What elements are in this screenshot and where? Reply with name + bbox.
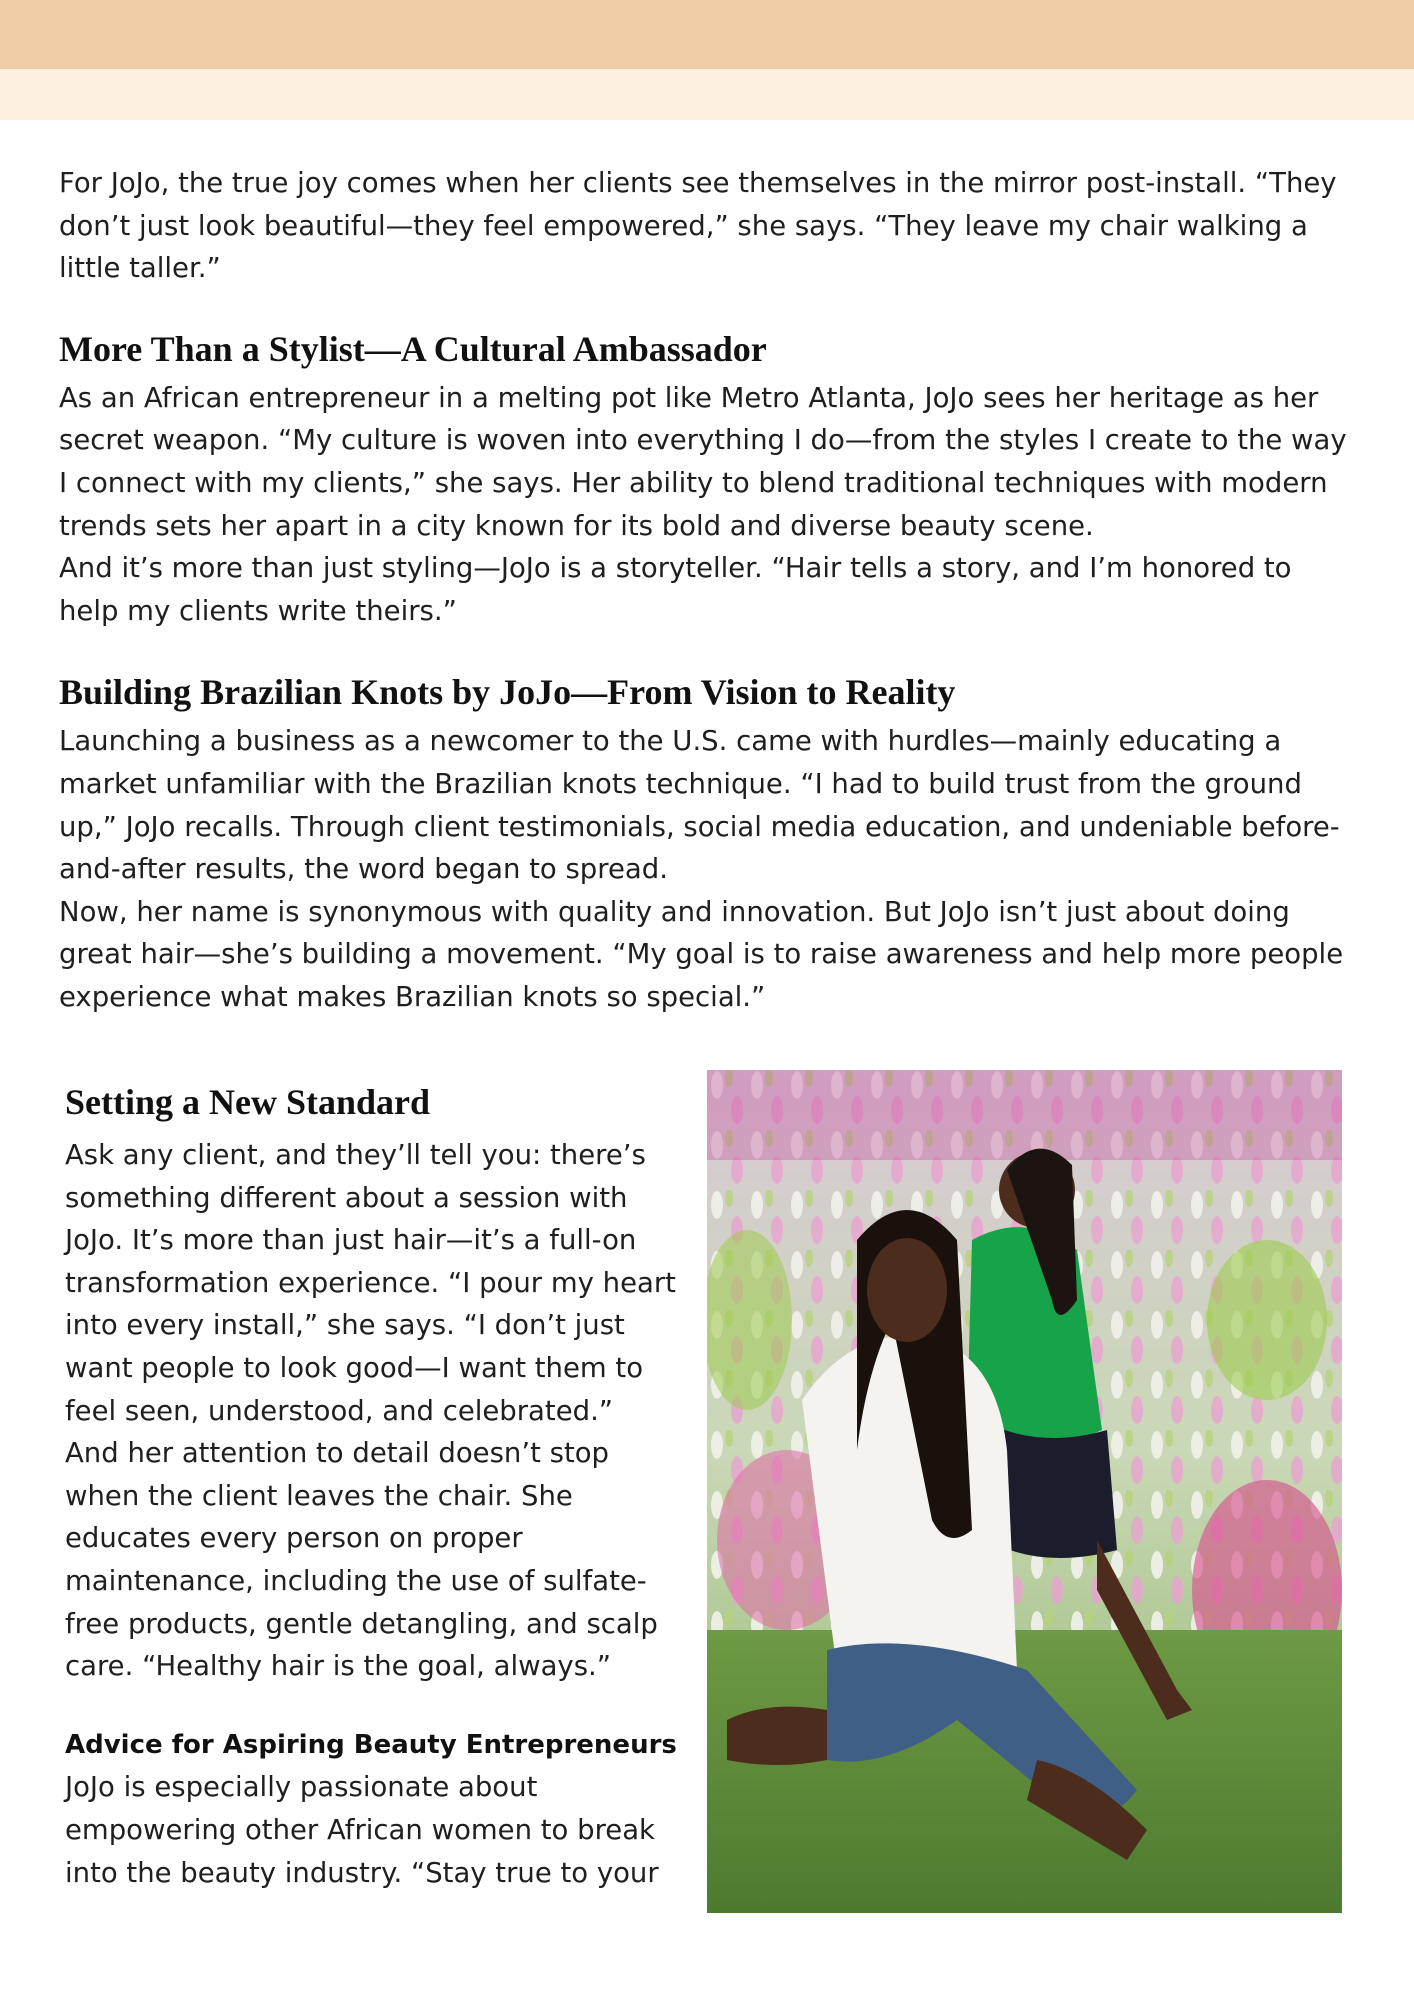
advice-paragraph: JoJo is especially passionate about empowering other African women to break into the beauty industry. “Stay true to your [65, 1771, 659, 1889]
section1-paragraph-1: As an African entrepreneur in a melting pot like Metro Atlanta, JoJo sees her heritage as her secret weapon. “My culture is woven into everything I do—from the styles I create to the way I connect with my clients,” she says. Her ability to blend traditional techniques with modern trends sets her apart in a city known for its bold and diverse beauty scene. [59, 381, 1347, 542]
section3-paragraph-2: And her attention to detail doesn’t stop when the client leaves the chair. She educates every person on proper maintenance, including the use of sulfate-free products, gentle detangling, and scalp care. “Healthy hair is the goal, always.” [65, 1437, 658, 1683]
section3-paragraph-1: Ask any client, and they’ll tell you: there’s something different about a session with JoJo. It’s more than just hair—it’s a full-on transformation experience. “I pour my heart into every install,” she says. “I don’t just want people to look good—I want them to feel seen, understood, and celebrated.” [65, 1139, 676, 1427]
header-band [0, 0, 1414, 69]
section-heading-cultural-ambassador: More Than a Stylist—A Cultural Ambassador [59, 328, 767, 369]
intro-paragraph: For JoJo, the true joy comes when her clients see themselves in the mirror post-install. “They don’t just look beautiful—they feel empowered,” she says. “They leave my chair walking a little taller.” [59, 167, 1337, 285]
left-column [65, 1070, 690, 1894]
section-heading-new-standard: Setting a New Standard [65, 1082, 431, 1122]
header-sub-band [0, 69, 1414, 120]
section2-paragraph-2: Now, her name is synonymous with quality and innovation. But JoJo isn’t just about doing great hair—she’s building a movement. “My goal is to raise awareness and help more people experience what makes Brazilian knots so special.” [59, 895, 1344, 1013]
portrait-photo [707, 1070, 1342, 1913]
two-column-section [0, 1070, 1414, 1970]
section2-paragraph-1: Launching a business as a newcomer to the U.S. came with hurdles—mainly educating a market unfamiliar with the Brazilian knots technique. “I had to build trust from the ground up,” JoJo recalls. Through client testimonials, social media education, and undeniable before-and-after results, the word began to spread. [59, 725, 1340, 886]
article-body [59, 162, 1349, 1019]
advice-subheading: Advice for Aspiring Beauty Entrepreneurs [65, 1729, 677, 1760]
section-heading-building-business: Building Brazilian Knots by JoJo—From Vision to Reality [59, 672, 956, 713]
section1-paragraph-2: And it’s more than just styling—JoJo is a storyteller. “Hair tells a story, and I’m honored to help my clients write theirs.” [59, 552, 1292, 627]
